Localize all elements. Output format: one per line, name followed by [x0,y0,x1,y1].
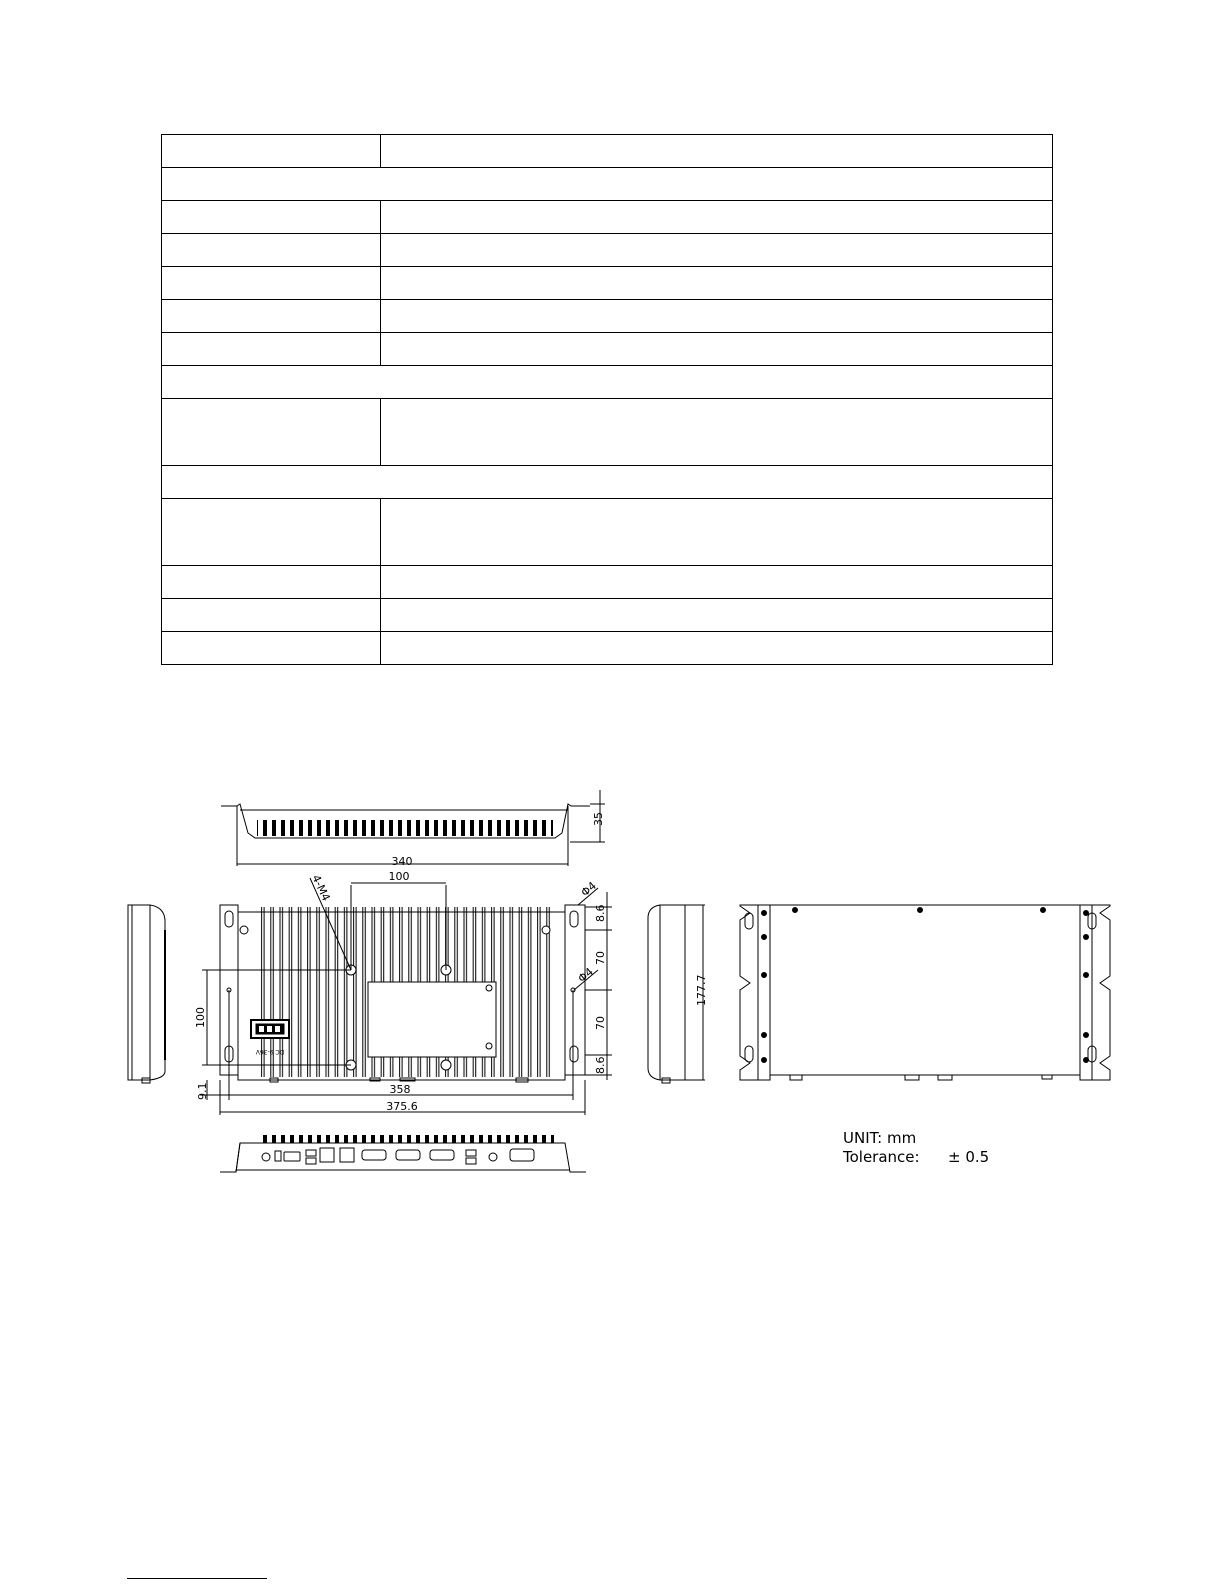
spec-section-cell [162,466,1053,499]
spec-value-cell [381,234,1053,267]
vesa-side-dim: 100 [194,1007,207,1028]
spec-row [162,599,1053,632]
footnote-rule [127,1578,267,1579]
left-offset-dim: 9.1 [196,1082,209,1100]
spec-row [162,333,1053,366]
right-side-view [648,905,708,1083]
offset-top-dim: 8.6 [594,904,607,922]
spec-section-cell [162,168,1053,201]
spec-value-cell [381,632,1053,665]
unit-note: UNIT: mm [843,1129,917,1147]
spec-row [162,466,1053,499]
spec-row [162,499,1053,566]
overall-width-dim: 375.6 [386,1100,418,1113]
top-width-dim: 340 [391,855,413,868]
spec-table [161,134,1053,665]
spec-row [162,366,1053,399]
spec-value-cell [381,566,1053,599]
tolerance-note-label: Tolerance: [843,1148,920,1166]
spec-value-cell [381,300,1053,333]
spec-row [162,632,1053,665]
hole-dia-mid: Φ4 [575,965,596,986]
drawing-notes [842,1129,989,1166]
spec-key-cell [162,399,381,466]
offset-bottom-dim: 8.6 [594,1056,607,1074]
spec-key-cell [162,135,381,168]
spec-value-cell [381,135,1053,168]
tolerance-note-value: ± 0.5 [948,1148,990,1166]
spec-row [162,267,1053,300]
top-height-dim: 35 [592,812,605,826]
spec-key-cell [162,234,381,267]
hole-dia-top: Φ4 [578,879,599,900]
span-lower-dim: 70 [594,1016,607,1030]
spec-key-cell [162,566,381,599]
spec-row [162,234,1053,267]
spec-row [162,399,1053,466]
span-upper-dim: 70 [594,951,607,965]
spec-key-cell [162,499,381,566]
spec-key-cell [162,632,381,665]
spec-value-cell [381,599,1053,632]
left-side-view [128,905,165,1083]
inner-width-dim: 358 [389,1083,411,1096]
spec-key-cell [162,333,381,366]
spec-key-cell [162,300,381,333]
power-label: DC 9-36V [255,1048,285,1055]
bottom-view [740,905,1110,1080]
spec-value-cell [381,267,1053,300]
spec-row [162,135,1053,168]
front-view [194,870,612,1115]
spec-key-cell [162,267,381,300]
spec-key-cell [162,201,381,234]
vesa-dim: 100 [388,870,410,883]
mechanical-drawing [0,780,1225,1220]
hole-callout: 4-M4 [309,872,333,904]
side-height-dim: 177.7 [695,974,708,1006]
spec-section-cell [162,366,1053,399]
spec-value-cell [381,499,1053,566]
spec-row [162,300,1053,333]
spec-row [162,566,1053,599]
spec-value-cell [381,201,1053,234]
spec-value-cell [381,399,1053,466]
spec-value-cell [381,333,1053,366]
spec-row [162,168,1053,201]
rear-io-view [220,1135,586,1172]
top-view [221,790,605,868]
spec-row [162,201,1053,234]
spec-key-cell [162,599,381,632]
